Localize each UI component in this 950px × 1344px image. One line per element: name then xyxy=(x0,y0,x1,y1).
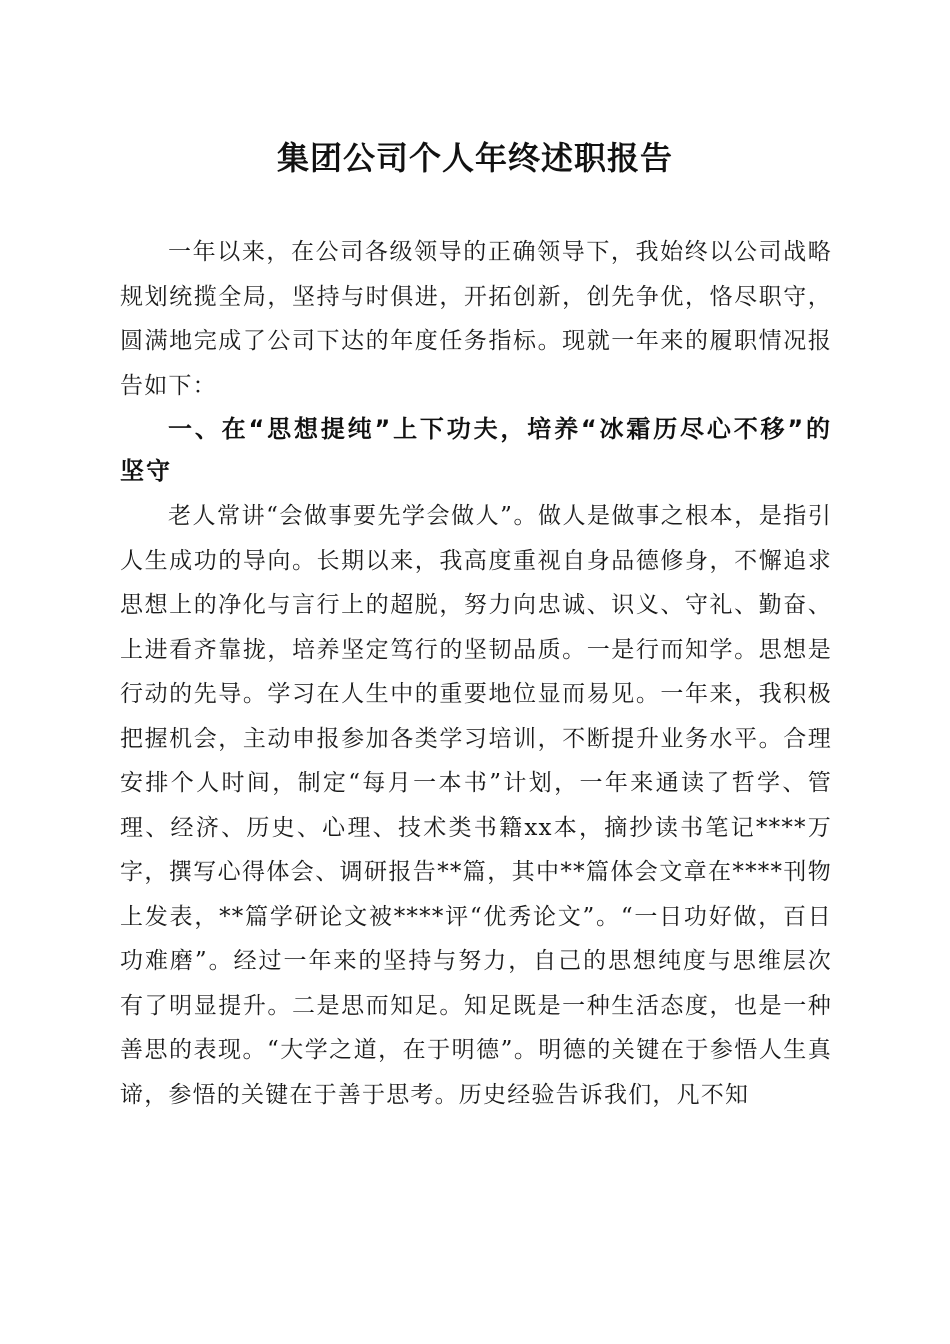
section-1-heading: 一、在“思想提纯”上下功夫，培养“冰霜历尽心不移”的坚守 xyxy=(120,415,832,485)
section-1-paragraph: 老人常讲“会做事要先学会做人”。做人是做事之根本，是指引人生成功的导向。长期以来，我高度重视自身品德修身，不懈追求思想上的净化与言行上的超脱，努力向忠诚、识义、守礼、勤奋、上进看齐靠拢，培养坚定笃行的坚韧品质。一是行而知学。思想是行动的先导。学习在人生中的重要地位显而易见。一年来，我积极把握机会，主动申报参加各类学习培训，不断提升业务水平。合理安排个人时间，制定“每月一本书”计划，一年来通读了哲学、管理、经济、历史、心理、技术类书籍xx本，摘抄读书笔记****万字，撰写心得体会、调研报告**篇，其中**篇体会文章在****刊物上发表，**篇学研论文被****评“优秀论文”。“一日功好做，百日功难磨”。经过一年来的坚持与努力，自己的思想纯度与思维层次有了明显提升。二是思而知足。知足既是一种生活态度，也是一种善思的表现。“大学之道，在于明德”。明德的关键在于参悟人生真谛，参悟的关键在于善于思考。历史经验告诉我们，凡不知 xyxy=(120,503,832,1108)
document-body xyxy=(120,230,832,1117)
intro-paragraph: 一年以来，在公司各级领导的正确领导下，我始终以公司战略规划统揽全局，坚持与时俱进，开拓创新，创先争优，恪尽职守，圆满地完成了公司下达的年度任务指标。现就一年来的履职情况报告如下： xyxy=(120,239,832,399)
document-title: 集团公司个人年终述职报告 xyxy=(276,139,673,177)
